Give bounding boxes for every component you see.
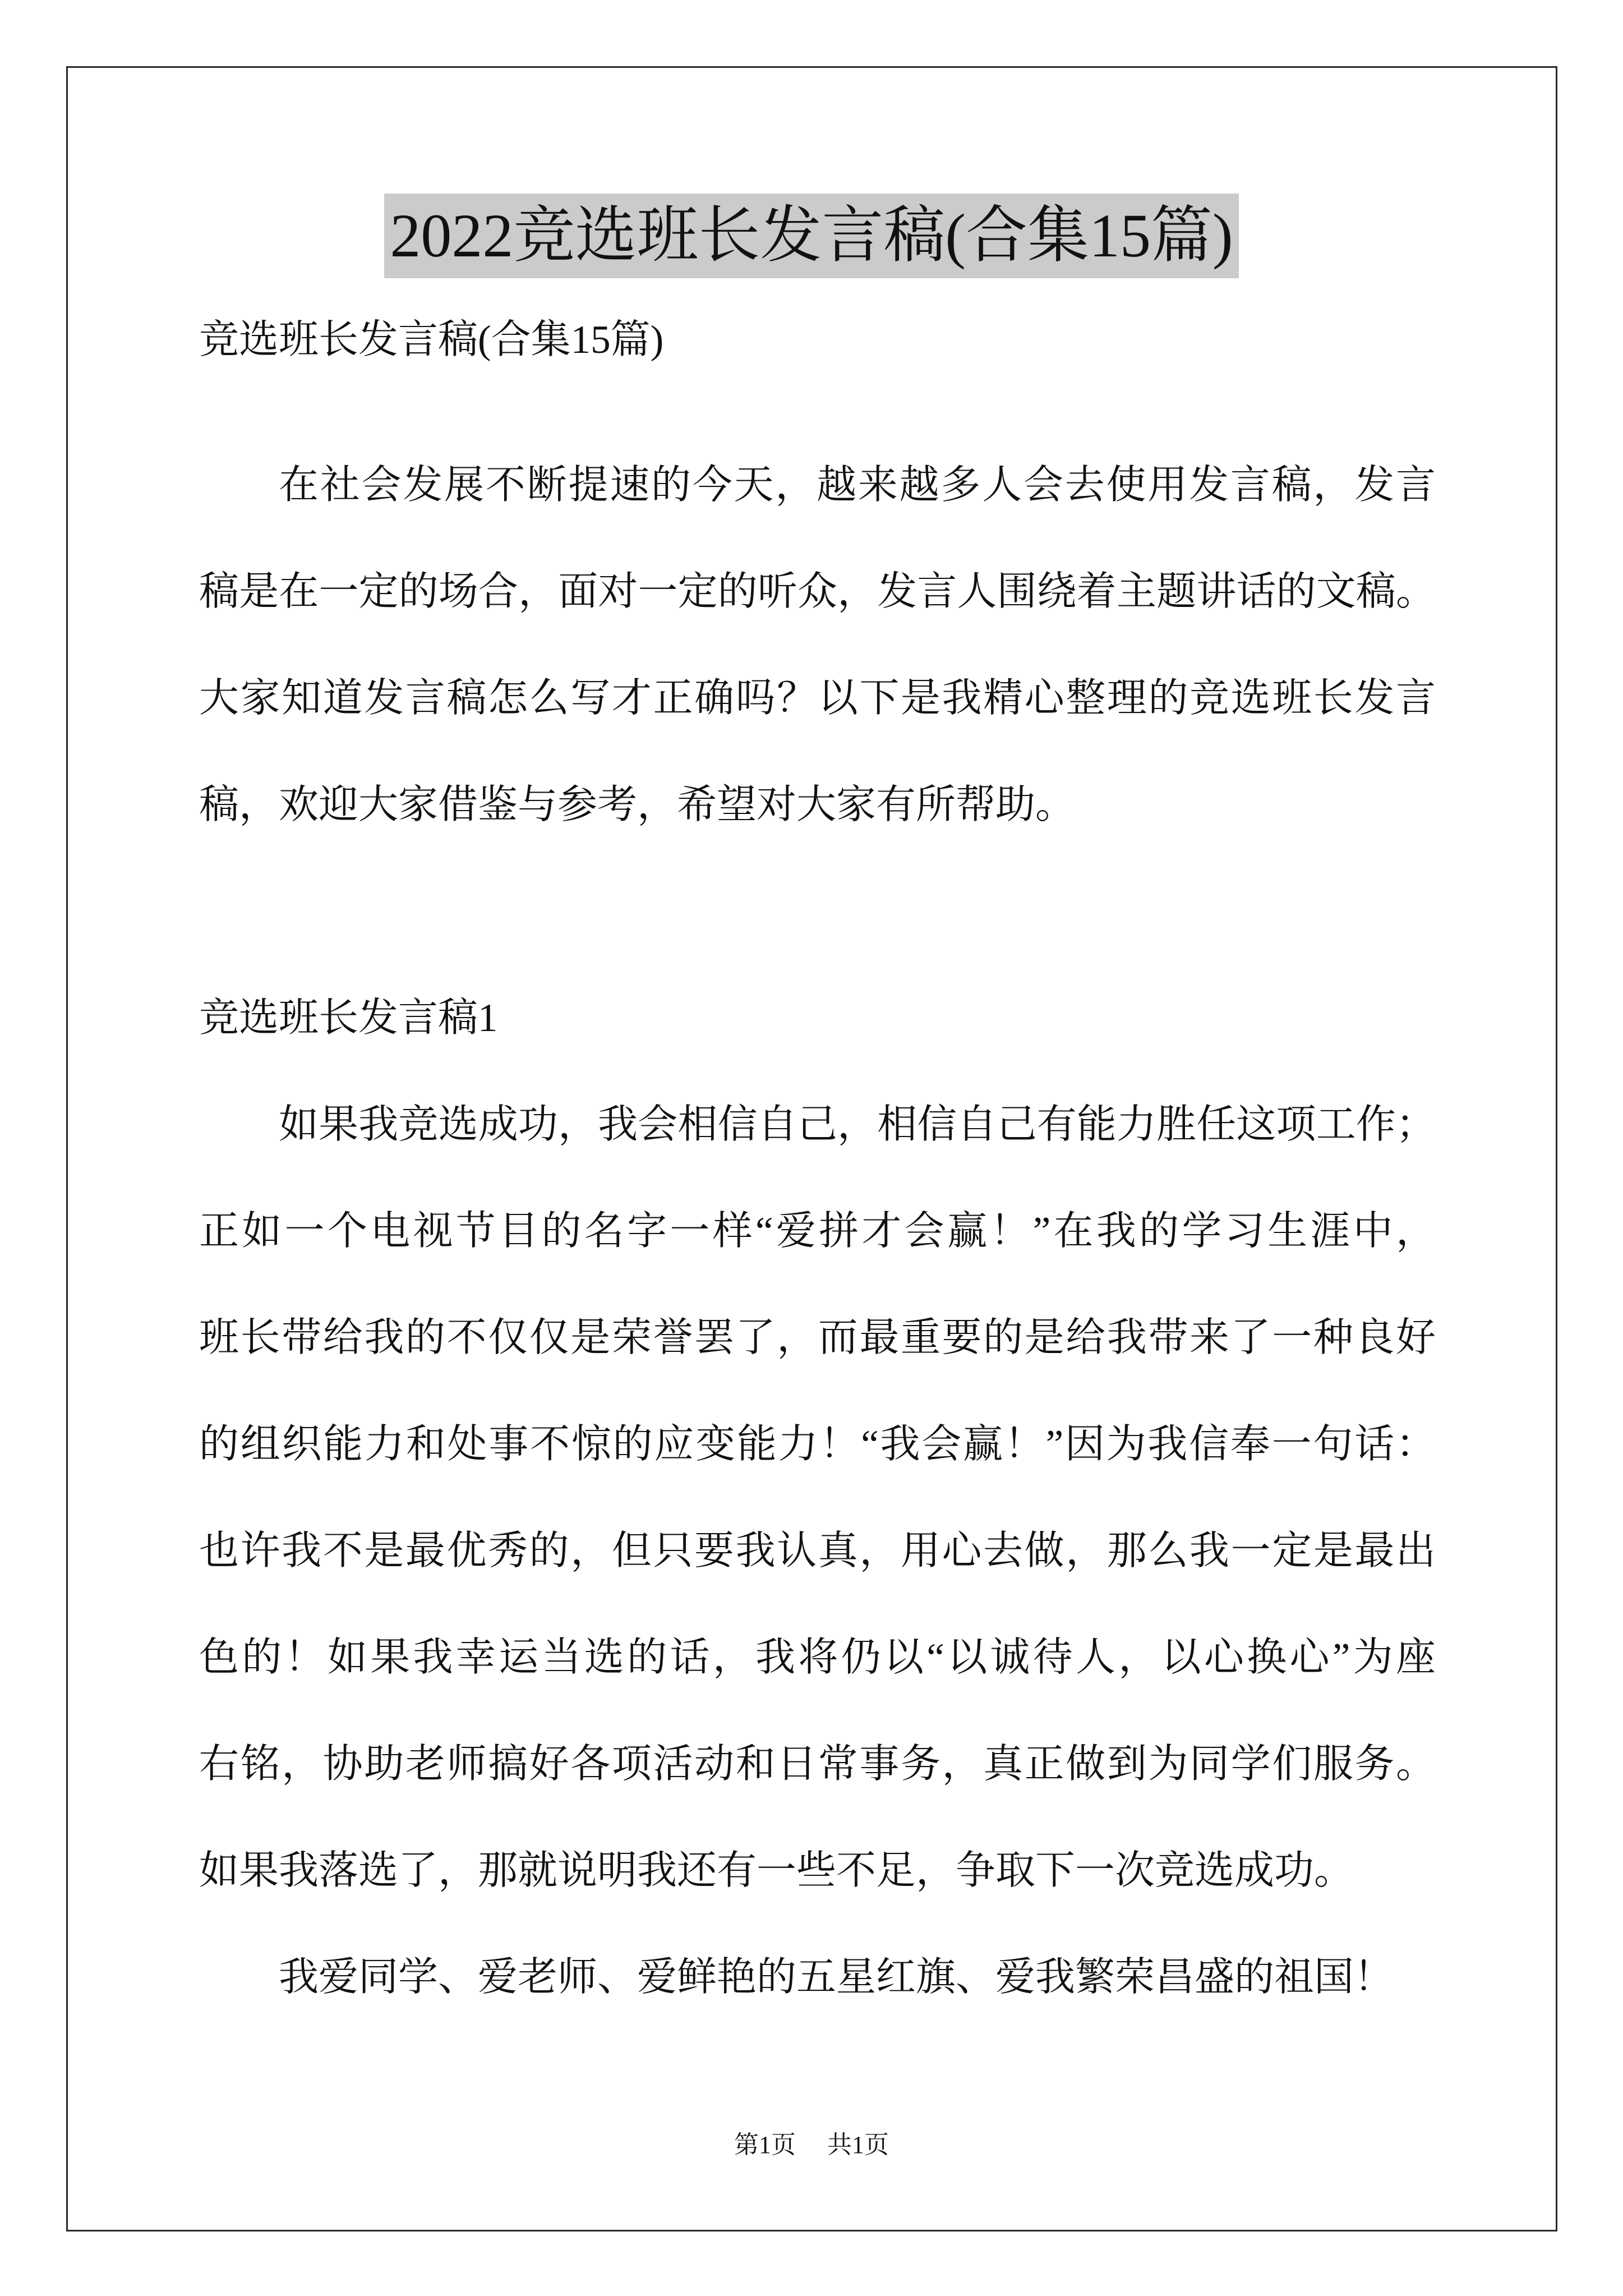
- paragraph-line: 如果我竞选成功，我会相信自己，相信自己有能力胜任这项工作；: [279, 1103, 1436, 1147]
- section-heading: 竞选班长发言稿1: [199, 996, 498, 1040]
- page-number-total: 共1页: [827, 2131, 889, 2159]
- document-body: [199, 287, 1436, 2031]
- section-paragraph-1: [199, 1071, 1436, 1924]
- paragraph-line: 也许我不是最优秀的，但只要我认真，用心去做，那么我一定是最出: [199, 1529, 1436, 1573]
- paragraph-line: 稿是在一定的场合，面对一定的听众，发言人围绕着主题讲话的文稿。: [199, 570, 1436, 614]
- section-paragraph-2: [199, 1924, 1436, 2031]
- paragraph-line: 的组织能力和处事不惊的应变能力！“我会赢！”因为我信奉一句话：: [199, 1423, 1436, 1466]
- page-footer: [0, 2128, 1623, 2162]
- paragraph-line: 我爱同学、爱老师、爱鲜艳的五星红旗、爱我繁荣昌盛的祖国！: [279, 1955, 1394, 1999]
- title-container: [0, 194, 1623, 278]
- paragraph-line: 稿，欢迎大家借鉴与参考，希望对大家有所帮助。: [199, 783, 1076, 827]
- document-subtitle: 竞选班长发言稿(合集15篇): [199, 318, 664, 362]
- paragraph-line: 班长带给我的不仅仅是荣誉罢了，而最重要的是给我带来了一种良好: [199, 1316, 1436, 1360]
- paragraph-line: 色的！如果我幸运当选的话，我将仍以“以诚待人，以心换心”为座: [199, 1636, 1436, 1680]
- page-number-current: 第1页: [734, 2131, 796, 2159]
- document-title: 2022竞选班长发言稿(合集15篇): [384, 194, 1238, 278]
- paragraph-line: 正如一个电视节目的名字一样“爱拼才会赢！”在我的学习生涯中，: [199, 1209, 1436, 1253]
- paragraph-line: 右铭，协助老师搞好各项活动和日常事务，真正做到为同学们服务。: [199, 1742, 1436, 1786]
- paragraph-line: 如果我落选了，那就说明我还有一些不足，争取下一次竞选成功。: [199, 1849, 1354, 1893]
- paragraph-line: 大家知道发言稿怎么写才正确吗？以下是我精心整理的竞选班长发言: [199, 677, 1436, 720]
- intro-paragraph: [199, 432, 1436, 858]
- paragraph-line: 在社会发展不断提速的今天，越来越多人会去使用发言稿，发言: [279, 463, 1436, 507]
